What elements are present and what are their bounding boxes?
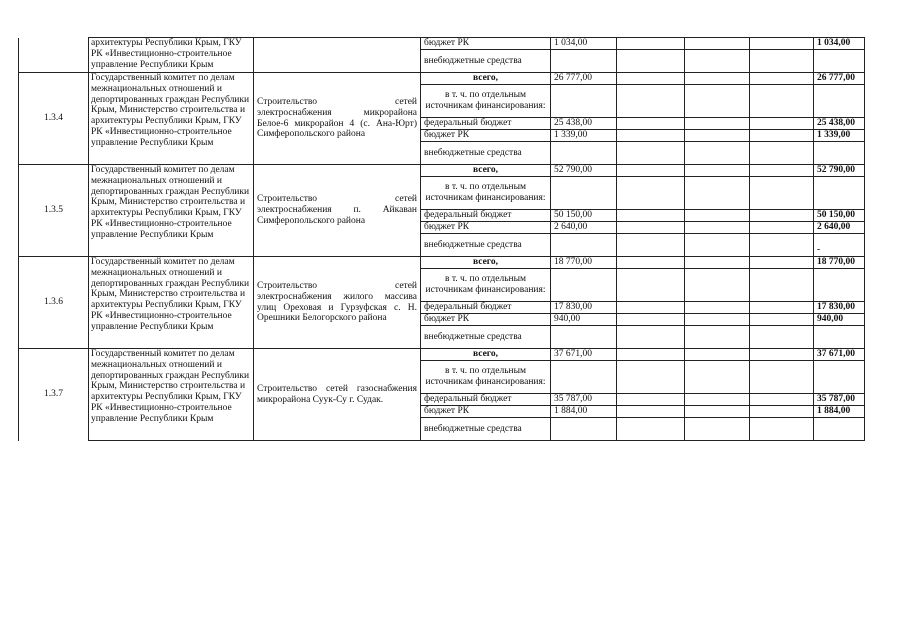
total-cell [814,142,865,165]
total-cell [814,269,865,302]
source-cell: федеральный бюджет [421,394,551,406]
total-cell [814,177,865,210]
value-cell: 25 438,00 [551,118,617,130]
value-cell [551,361,617,394]
source-cell: внебюджетные средства [421,234,551,257]
total-cell: 1 339,00 [814,130,865,142]
table-row [19,165,865,177]
value-cell: 1 034,00 [551,38,617,50]
total-cell: 940,00 [814,314,865,326]
row-number-cell: 1.3.4 [19,73,89,165]
table-row [19,73,865,85]
source-cell: всего, [421,165,551,177]
value-cell [551,85,617,118]
source-cell: бюджет РК [421,222,551,234]
row-number-cell [19,38,89,73]
table-row [19,349,865,361]
source-cell: внебюджетные средства [421,326,551,349]
total-cell: 1 034,00 [814,38,865,50]
row-number-cell: 1.3.7 [19,349,89,441]
total-cell [814,85,865,118]
total-cell: 18 770,00 [814,257,865,269]
total-cell: 52 790,00 [814,165,865,177]
source-cell: в т. ч. по отдельным источникам финансирования: [421,85,551,118]
total-cell: 37 671,00 [814,349,865,361]
total-cell: - [814,234,865,257]
value-cell: 26 777,00 [551,73,617,85]
value-cell [551,326,617,349]
total-cell [814,361,865,394]
executor-cell: Государственный комитет по делам межнациональных отношений и депортированных граждан Республики Крым, Министерство строительства и архитектуры Республики Крым, ГКУ РК «Инвестиционно-строительное управление Республики Крым [89,349,254,441]
work-cell [254,38,421,73]
source-cell: бюджет РК [421,38,551,50]
value-cell: 17 830,00 [551,302,617,314]
source-cell: федеральный бюджет [421,302,551,314]
source-cell: федеральный бюджет [421,210,551,222]
total-cell: 26 777,00 [814,73,865,85]
source-cell: всего, [421,73,551,85]
total-cell [814,50,865,73]
value-cell: 52 790,00 [551,165,617,177]
value-cell: 1 884,00 [551,406,617,418]
source-cell: бюджет РК [421,130,551,142]
value-cell: 940,00 [551,314,617,326]
total-cell: 25 438,00 [814,118,865,130]
source-cell: всего, [421,257,551,269]
row-number-cell: 1.3.5 [19,165,89,257]
value-cell [551,418,617,441]
total-cell: 50 150,00 [814,210,865,222]
total-cell: 35 787,00 [814,394,865,406]
value-cell [551,269,617,302]
work-cell: Строительство сетей газоснабжения микрорайона Суук-Су г. Судак. [254,349,421,441]
value-cell: 35 787,00 [551,394,617,406]
table-row [19,38,865,50]
source-cell: внебюджетные средства [421,418,551,441]
executor-cell: Государственный комитет по делам межнациональных отношений и депортированных граждан Республики Крым, Министерство строительства и архитектуры Республики Крым, ГКУ РК «Инвестиционно-строительное управление Республики Крым [89,257,254,349]
total-cell: 2 640,00 [814,222,865,234]
value-cell: 50 150,00 [551,210,617,222]
value-cell [551,142,617,165]
value-cell: 2 640,00 [551,222,617,234]
row-number-cell: 1.3.6 [19,257,89,349]
source-cell: в т. ч. по отдельным источникам финансирования: [421,177,551,210]
table-row [19,257,865,269]
source-cell: внебюджетные средства [421,50,551,73]
value-cell: 1 339,00 [551,130,617,142]
value-cell [551,50,617,73]
total-cell [814,418,865,441]
value-cell: 37 671,00 [551,349,617,361]
total-cell: 17 830,00 [814,302,865,314]
source-cell: федеральный бюджет [421,118,551,130]
work-cell: Строительство сетей электроснабжения п. Айкаван Симферопольского района [254,165,421,257]
source-cell: в т. ч. по отдельным источникам финансирования: [421,361,551,394]
executor-cell: Государственный комитет по делам межнациональных отношений и депортированных граждан Республики Крым, Министерство строительства и архитектуры Республики Крым, ГКУ РК «Инвестиционно-строительное управление Республики Крым [89,165,254,257]
source-cell: всего, [421,349,551,361]
value-cell: 18 770,00 [551,257,617,269]
source-cell: бюджет РК [421,314,551,326]
executor-cell: Государственный комитет по делам межнациональных отношений и депортированных граждан Республики Крым, Министерство строительства и архитектуры Республики Крым, ГКУ РК «Инвестиционно-строительное управление Республики Крым [89,73,254,165]
executor-cell: архитектуры Республики Крым, ГКУ РК «Инвестиционно-строительное управление Республики Крым [89,38,254,73]
value-cell [551,177,617,210]
total-cell [814,326,865,349]
source-cell: внебюджетные средства [421,142,551,165]
work-cell: Строительство сетей электроснабжения жилого массива улиц Ореховая и Гурзуфская с. Н. Орешники Белогорского района [254,257,421,349]
work-cell: Строительство сетей электроснабжения микрорайона Белое-6 микрорайон 4 (с. Ана-Юрт) Симферопольского района [254,73,421,165]
financing-table [18,37,865,441]
value-cell [551,234,617,257]
source-cell: в т. ч. по отдельным источникам финансирования: [421,269,551,302]
source-cell: бюджет РК [421,406,551,418]
total-cell: 1 884,00 [814,406,865,418]
